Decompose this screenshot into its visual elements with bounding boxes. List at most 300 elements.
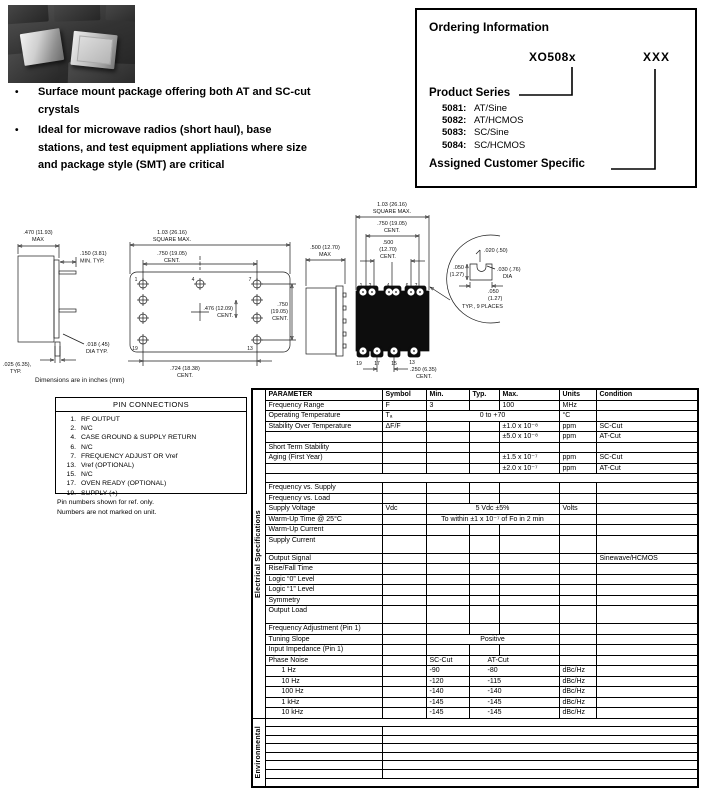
typ-cell (469, 442, 499, 453)
cell (382, 727, 698, 736)
min-cell (426, 535, 469, 553)
at-cut-cell: -145 (469, 708, 559, 719)
dim-label: .025 (6.35), (3, 362, 32, 368)
spec-row (252, 595, 698, 606)
max-cell (499, 585, 559, 596)
param-cell (265, 432, 382, 443)
at-cut-cell: -80 (469, 666, 559, 677)
spec-row (252, 442, 698, 453)
param-cell: 100 Hz (265, 687, 382, 698)
typ-cell (469, 553, 499, 564)
param-cell: Aging (First Year) (265, 453, 382, 464)
pin-item (62, 433, 240, 442)
symbol-cell (382, 483, 426, 494)
electrical-section-strip (252, 389, 265, 718)
max-cell: ±1.5 x 10⁻⁷ (499, 453, 559, 464)
spec-row (252, 535, 698, 553)
sc-cut-cell: -140 (426, 687, 469, 698)
spec-header-row (252, 389, 698, 400)
column-header: Max. (499, 389, 559, 400)
condition-cell (596, 595, 698, 606)
symbol-cell (382, 697, 426, 708)
typ-cell (469, 535, 499, 553)
value-span-cell: 0 to +70 (426, 411, 559, 422)
pin-item (62, 452, 240, 461)
dim-label: CENT. (272, 316, 288, 322)
dim-label: .476 (12.09) (203, 306, 233, 312)
condition-cell (596, 514, 698, 525)
feature-text: Ideal for microwave radios (short haul), base stations, and test equipment appliations where size and package style (SMT) are critical (38, 124, 307, 171)
spec-row (252, 676, 698, 687)
units-cell: ppm (559, 453, 596, 464)
symbol-cell: Tₐ (382, 411, 426, 422)
pin-footnote-1: Pin numbers shown for ref. only. (57, 499, 154, 506)
spec-row (252, 483, 698, 494)
param-cell (265, 463, 382, 474)
pin-number: 15 (391, 361, 397, 367)
at-cut-cell: -140 (469, 687, 559, 698)
spec-row (252, 708, 698, 719)
dim-label: CENT. (384, 228, 400, 234)
max-cell: 100 (499, 400, 559, 411)
symbol-cell (382, 453, 426, 464)
product-series-label: Product Series (429, 87, 511, 99)
dim-label: CENT. (217, 313, 233, 319)
param-cell: 1 kHz (265, 697, 382, 708)
series-item (442, 140, 525, 152)
units-cell: dBc/Hz (559, 666, 596, 677)
min-cell (426, 463, 469, 474)
param-cell: Frequency Range (265, 400, 382, 411)
param-cell: Logic “0” Level (265, 574, 382, 585)
specifications-table (251, 388, 699, 788)
series-code: 5083: (442, 127, 467, 139)
max-cell (499, 483, 559, 494)
symbol-cell (382, 463, 426, 474)
symbol-cell: F (382, 400, 426, 411)
dim-label: 1.03 (26.16) (157, 230, 187, 236)
condition-cell (596, 504, 698, 515)
condition-cell (596, 624, 698, 635)
dim-label: CENT. (380, 254, 396, 260)
dim-label: .030 (.76) (497, 267, 521, 273)
units-cell: dBc/Hz (559, 708, 596, 719)
symbol-cell (382, 645, 426, 656)
min-cell (426, 483, 469, 494)
param-cell: 10 Hz (265, 676, 382, 687)
smt-package-photo-right (70, 31, 117, 69)
symbol-cell (382, 574, 426, 585)
param-cell: Tuning Slope (265, 634, 382, 645)
min-cell (426, 606, 469, 624)
param-cell: Operating Temperature (265, 411, 382, 422)
ordering-title: Ordering Information (429, 20, 549, 34)
pin-item (62, 443, 240, 452)
units-cell (559, 525, 596, 536)
symbol-cell (382, 676, 426, 687)
series-desc: SC/Sine (474, 127, 509, 139)
pin-number: 6. (70, 443, 76, 451)
series-item (442, 115, 525, 127)
spec-row (252, 585, 698, 596)
feature-bullet (12, 84, 318, 119)
series-item (442, 103, 525, 115)
bullet-icon: • (15, 125, 19, 136)
dim-label: .750 (19.05) (157, 251, 187, 257)
min-cell (426, 442, 469, 453)
dim-label: .020 (.50) (484, 248, 508, 254)
dim-label: .018 (.45) (86, 342, 110, 348)
max-cell (499, 574, 559, 585)
pin-number: 1 (134, 277, 138, 283)
pin-description: CASE GROUND & SUPPLY RETURN (81, 434, 197, 442)
technical-drawings (0, 194, 630, 388)
sc-cut-cell: SC-Cut (426, 655, 469, 666)
param-cell (265, 744, 382, 753)
series-desc: SC/HCMOS (474, 139, 526, 151)
cell (382, 761, 698, 770)
dim-label: .150 (3.81) (80, 251, 107, 257)
condition-cell (596, 525, 698, 536)
units-cell: ppm (559, 463, 596, 474)
symbol-cell (382, 655, 426, 666)
at-cut-cell: -145 (469, 697, 559, 708)
typ-cell (469, 453, 499, 464)
symbol-cell (382, 595, 426, 606)
pin-connections-title: PIN CONNECTIONS (56, 398, 246, 412)
customer-specific-label: Assigned Customer Specific (429, 158, 585, 170)
units-cell: Volts (559, 504, 596, 515)
param-cell (265, 770, 382, 779)
column-header: PARAMETER (265, 389, 382, 400)
dim-label: TYP., 9 PLACES (462, 304, 503, 310)
dim-label: .500 (12.70) (310, 245, 340, 251)
pin-number: 4. (70, 434, 76, 442)
keyboard-key (54, 5, 101, 22)
product-photo (8, 5, 135, 83)
condition-cell (596, 574, 698, 585)
condition-cell: SC-Cut (596, 421, 698, 432)
spec-row (252, 624, 698, 635)
spec-row (252, 687, 698, 698)
value-span-cell: 5 Vdc ±5% (426, 504, 559, 515)
symbol-cell: Vdc (382, 504, 426, 515)
environmental-section-strip (252, 718, 265, 787)
dim-label: .500 (382, 240, 394, 246)
dim-label: .750 (19.05) (377, 221, 407, 227)
spec-row (252, 411, 698, 422)
max-cell (499, 553, 559, 564)
param-cell (265, 727, 382, 736)
max-cell: ±1.0 x 10⁻⁸ (499, 421, 559, 432)
series-item (442, 127, 525, 139)
units-cell: °C (559, 411, 596, 422)
symbol-cell (382, 432, 426, 443)
typ-cell (469, 421, 499, 432)
dim-label: MAX (319, 252, 331, 258)
pin-number: 15. (66, 471, 76, 479)
pin-description: FREQUENCY ADJUST OR Vref (81, 452, 178, 460)
pin-number: 19 (132, 346, 138, 352)
condition-cell (596, 483, 698, 494)
condition-cell (596, 697, 698, 708)
max-cell (499, 535, 559, 553)
product-series-list (442, 103, 525, 152)
dim-label: TYP. (10, 369, 22, 375)
units-cell (559, 634, 596, 645)
pin-number: 1. (70, 416, 76, 423)
dim-label: MIN. TYP. (80, 258, 105, 265)
min-cell (426, 564, 469, 575)
condition-cell (596, 676, 698, 687)
typ-cell (469, 483, 499, 494)
units-cell (559, 535, 596, 553)
condition-cell (596, 645, 698, 656)
smt-package-photo-left (20, 28, 65, 66)
ordering-information-box (415, 8, 697, 188)
param-cell (265, 735, 382, 744)
units-cell: dBc/Hz (559, 697, 596, 708)
pin-number: 13 (247, 346, 253, 352)
environmental-row (252, 770, 698, 779)
pin-item (62, 489, 240, 498)
pin-number: 4 (191, 277, 195, 283)
dim-label: .050 (453, 265, 464, 271)
param-cell: Frequency vs. Supply (265, 483, 382, 494)
units-cell (559, 564, 596, 575)
units-cell (559, 483, 596, 494)
min-cell (426, 645, 469, 656)
spec-row (252, 697, 698, 708)
typ-cell (469, 463, 499, 474)
spec-row (252, 564, 698, 575)
condition-cell: SC-Cut (596, 453, 698, 464)
condition-cell (596, 442, 698, 453)
spec-row (252, 655, 698, 666)
pin-footnote-2: Numbers are not marked on unit. (57, 508, 157, 516)
cell (265, 718, 698, 727)
pin-description: N/C (81, 425, 93, 433)
series-desc: AT/Sine (474, 103, 508, 114)
param-cell: Rise/Fall Time (265, 564, 382, 575)
series-code: 5081: (442, 103, 467, 114)
pin-description: N/C (81, 471, 93, 479)
spec-row (252, 453, 698, 464)
condition-cell (596, 535, 698, 553)
max-cell (499, 493, 559, 504)
spec-row (252, 634, 698, 645)
sc-cut-cell: -145 (426, 708, 469, 719)
suffix-code: XXX (643, 50, 671, 64)
min-cell (426, 421, 469, 432)
units-cell (559, 595, 596, 606)
pin-number: 19. (66, 489, 76, 497)
pin-connections-list (56, 412, 246, 501)
param-cell: Output Load (265, 606, 382, 624)
param-cell: Short Term Stability (265, 442, 382, 453)
spec-row (252, 463, 698, 474)
param-cell: Logic “1” Level (265, 585, 382, 596)
param-cell (265, 752, 382, 761)
symbol-cell (382, 687, 426, 698)
typ-cell (469, 574, 499, 585)
typ-cell (469, 432, 499, 443)
pin-description: N/C (81, 443, 93, 451)
dim-label: (1.27) (449, 272, 464, 278)
param-cell: Stability Over Temperature (265, 421, 382, 432)
param-cell (265, 761, 382, 770)
dim-label: .470 (11.93) (23, 230, 53, 236)
sc-cut-cell: -145 (426, 697, 469, 708)
spec-row (252, 474, 698, 483)
min-cell (426, 432, 469, 443)
dim-label: (1.27) (488, 296, 503, 302)
environmental-row (252, 735, 698, 744)
symbol-cell (382, 442, 426, 453)
condition-cell (596, 400, 698, 411)
cell (265, 778, 698, 787)
param-cell: Supply Voltage (265, 504, 382, 515)
max-cell (499, 525, 559, 536)
units-cell: dBc/Hz (559, 687, 596, 698)
units-cell (559, 442, 596, 453)
param-cell: Frequency vs. Load (265, 493, 382, 504)
environmental-row (252, 761, 698, 770)
pin-connections-box (55, 397, 247, 497)
condition-cell (596, 666, 698, 677)
symbol-cell (382, 525, 426, 536)
dim-label: SQUARE MAX. (372, 209, 412, 215)
top-view-drawing (356, 202, 437, 380)
pin-description: SUPPLY (+) (81, 489, 118, 497)
pin-description: OVEN READY (OPTIONAL) (81, 480, 167, 488)
pin-item (62, 415, 240, 424)
environmental-row (252, 744, 698, 753)
units-cell (559, 606, 596, 624)
typ-cell (469, 585, 499, 596)
dim-label: DIA (503, 274, 513, 280)
condition-cell (596, 493, 698, 504)
sc-cut-cell: -90 (426, 666, 469, 677)
pin-number: 13. (66, 462, 76, 470)
dim-label: 1.03 (26.16) (377, 202, 407, 208)
condition-cell: AT-Cut (596, 463, 698, 474)
typ-cell (469, 564, 499, 575)
environmental-row (252, 778, 698, 787)
pin-number: 2. (70, 425, 76, 433)
units-cell (559, 553, 596, 564)
max-cell: ±2.0 x 10⁻⁷ (499, 463, 559, 474)
condition-cell: AT-Cut (596, 432, 698, 443)
spec-row (252, 504, 698, 515)
pin-number: 17. (66, 480, 76, 488)
min-cell (426, 585, 469, 596)
symbol-cell (382, 606, 426, 624)
units-cell: MHz (559, 400, 596, 411)
param-cell: Supply Current (265, 535, 382, 553)
param-cell: Warm-Up Current (265, 525, 382, 536)
min-cell (426, 574, 469, 585)
column-header: Typ. (469, 389, 499, 400)
dim-label: CENT. (416, 374, 432, 380)
max-cell (499, 645, 559, 656)
param-cell: Input Impedance (Pin 1) (265, 645, 382, 656)
min-cell (426, 525, 469, 536)
column-header: Condition (596, 389, 698, 400)
symbol-cell (382, 514, 426, 525)
units-cell: dBc/Hz (559, 676, 596, 687)
dim-label: CENT. (177, 373, 193, 379)
max-cell (499, 564, 559, 575)
pin-description: RF OUTPUT (81, 416, 120, 423)
max-cell (499, 624, 559, 635)
symbol-cell (382, 535, 426, 553)
environmental-section-label: Environmental (255, 725, 262, 779)
cell (265, 474, 698, 483)
min-cell: 3 (426, 400, 469, 411)
units-cell (559, 585, 596, 596)
side-view2-drawing (306, 245, 346, 356)
environmental-row (252, 718, 698, 727)
pin-footnotes (57, 498, 156, 517)
units-cell (559, 624, 596, 635)
cell (382, 735, 698, 744)
at-cut-cell: AT-Cut (469, 655, 559, 666)
param-cell: Warm-Up Time @ 25°C (265, 514, 382, 525)
dim-label: .250 (6.35) (410, 367, 437, 373)
bottom-view-drawing (128, 230, 296, 379)
max-cell (499, 606, 559, 624)
units-cell (559, 645, 596, 656)
condition-cell (596, 585, 698, 596)
at-cut-cell: -115 (469, 676, 559, 687)
cell (382, 770, 698, 779)
symbol-cell (382, 585, 426, 596)
spec-row (252, 574, 698, 585)
typ-cell (469, 606, 499, 624)
dim-label: CENT. (164, 258, 180, 264)
min-cell (426, 553, 469, 564)
spec-row (252, 645, 698, 656)
model-code: XO508x (529, 50, 577, 64)
feature-text: Surface mount package offering both AT and SC-cut crystals (38, 86, 311, 116)
pin-item (62, 424, 240, 433)
symbol-cell: ΔF/F (382, 421, 426, 432)
spec-row (252, 493, 698, 504)
max-cell (499, 442, 559, 453)
pin-number: 19 (356, 361, 362, 367)
keyboard-key (105, 5, 135, 22)
typ-cell (469, 645, 499, 656)
spec-row (252, 432, 698, 443)
min-cell (426, 453, 469, 464)
condition-cell (596, 564, 698, 575)
feature-bullets (12, 84, 318, 175)
spec-row (252, 606, 698, 624)
param-cell: Phase Noise (265, 655, 382, 666)
condition-cell (596, 655, 698, 666)
symbol-cell (382, 564, 426, 575)
pin-item (62, 470, 240, 479)
symbol-cell (382, 666, 426, 677)
series-desc: AT/HCMOS (474, 115, 524, 127)
condition-cell (596, 708, 698, 719)
spec-row (252, 400, 698, 411)
dim-label: SQUARE MAX. (152, 237, 192, 243)
side-view-drawing (3, 230, 110, 375)
spec-row (252, 514, 698, 525)
environmental-row (252, 727, 698, 736)
